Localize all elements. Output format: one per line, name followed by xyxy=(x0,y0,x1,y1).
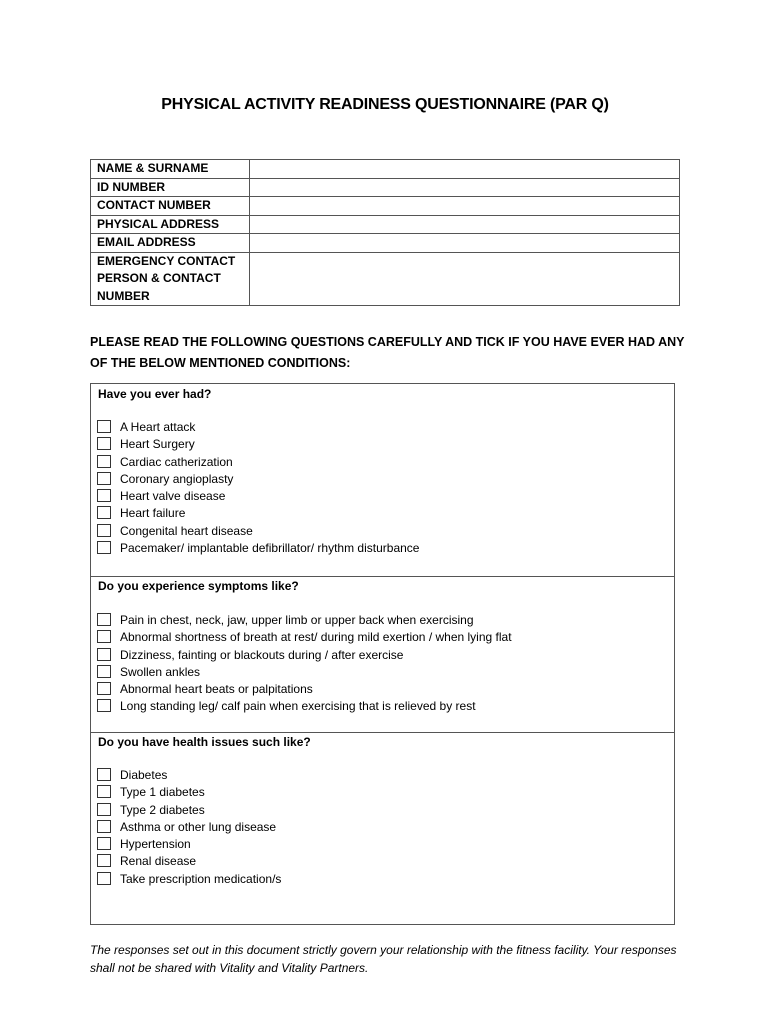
option-label: Take prescription medication/s xyxy=(120,871,282,886)
contact-number-field[interactable] xyxy=(250,197,680,216)
list-item[interactable] xyxy=(97,454,419,471)
personal-info-table xyxy=(90,159,680,306)
table-row xyxy=(91,252,680,306)
list-item[interactable] xyxy=(97,419,419,436)
list-item[interactable] xyxy=(97,540,419,557)
emergency-contact-label: EMERGENCY CONTACT PERSON & CONTACT NUMBER xyxy=(91,252,250,306)
table-row xyxy=(91,160,680,179)
section-heart-history xyxy=(91,384,674,576)
checkbox[interactable] xyxy=(97,803,111,816)
option-label: Long standing leg/ calf pain when exercising that is relieved by rest xyxy=(120,699,476,714)
option-label: Heart Surgery xyxy=(120,437,195,452)
table-row xyxy=(91,234,680,253)
checkbox[interactable] xyxy=(97,437,111,450)
option-label: Hypertension xyxy=(120,837,191,852)
list-item[interactable] xyxy=(97,647,512,664)
list-item[interactable] xyxy=(97,871,281,888)
list-item[interactable] xyxy=(97,612,512,629)
contact-number-label: CONTACT NUMBER xyxy=(91,197,250,216)
list-item[interactable] xyxy=(97,698,512,715)
list-item[interactable] xyxy=(97,471,419,488)
table-row xyxy=(91,197,680,216)
checkbox[interactable] xyxy=(97,872,111,885)
option-label: Type 2 diabetes xyxy=(120,802,205,817)
section-heading: Do you experience symptoms like? xyxy=(98,579,299,593)
option-label: Cardiac catherization xyxy=(120,454,233,469)
name-surname-field[interactable] xyxy=(250,160,680,179)
table-row xyxy=(91,215,680,234)
checkbox[interactable] xyxy=(97,785,111,798)
list-item[interactable] xyxy=(97,819,281,836)
checkbox[interactable] xyxy=(97,837,111,850)
option-label: A Heart attack xyxy=(120,420,196,434)
checkbox[interactable] xyxy=(97,489,111,502)
checkbox[interactable] xyxy=(97,613,111,626)
list-item[interactable] xyxy=(97,853,281,870)
option-label: Heart valve disease xyxy=(120,489,226,504)
questionnaire-box xyxy=(90,383,675,925)
checkbox[interactable] xyxy=(97,506,111,519)
checkbox[interactable] xyxy=(97,524,111,537)
list-item[interactable] xyxy=(97,767,281,784)
physical-address-field[interactable] xyxy=(250,215,680,234)
checkbox[interactable] xyxy=(97,820,111,833)
option-label: Swollen ankles xyxy=(120,664,201,679)
checkbox[interactable] xyxy=(97,768,111,781)
list-item[interactable] xyxy=(97,802,281,819)
checkbox[interactable] xyxy=(97,665,111,678)
name-surname-label: NAME & SURNAME xyxy=(91,160,250,179)
list-item[interactable] xyxy=(97,436,419,453)
section-heading: Do you have health issues such like? xyxy=(98,735,311,749)
email-address-label: EMAIL ADDRESS xyxy=(91,234,250,253)
checkbox[interactable] xyxy=(97,455,111,468)
option-label: Abnormal shortness of breath at rest/ during mild exertion / when lying flat xyxy=(120,630,512,645)
id-number-label: ID NUMBER xyxy=(91,178,250,197)
list-item[interactable] xyxy=(97,488,419,505)
checkbox[interactable] xyxy=(97,541,111,554)
option-label: Type 1 diabetes xyxy=(120,785,205,800)
list-item[interactable] xyxy=(97,629,512,646)
option-list xyxy=(97,767,281,888)
option-label: Congenital heart disease xyxy=(120,523,253,538)
option-label: Renal disease xyxy=(120,854,197,869)
instruction-text: PLEASE READ THE FOLLOWING QUESTIONS CAREFULLY AND TICK IF YOU HAVE EVER HAD ANY OF THE BELOW MENTIONED CONDITIONS: xyxy=(90,335,685,370)
list-item[interactable] xyxy=(97,784,281,801)
list-item[interactable] xyxy=(97,836,281,853)
option-label: Pain in chest, neck, jaw, upper limb or upper back when exercising xyxy=(120,613,474,627)
option-label: Coronary angioplasty xyxy=(120,471,234,486)
list-item[interactable] xyxy=(97,505,419,522)
checkbox[interactable] xyxy=(97,682,111,695)
table-row xyxy=(91,178,680,197)
option-label: Asthma or other lung disease xyxy=(120,819,277,834)
checkbox[interactable] xyxy=(97,648,111,661)
option-label: Dizziness, fainting or blackouts during / after exercise xyxy=(120,647,404,662)
section-symptoms xyxy=(91,576,674,733)
list-item[interactable] xyxy=(97,664,512,681)
option-label: Diabetes xyxy=(120,768,168,782)
emergency-contact-field[interactable] xyxy=(250,252,680,306)
section-heading: Have you ever had? xyxy=(98,387,212,401)
disclaimer-text: The responses set out in this document strictly govern your relationship with the fitness facility. Your responses shall not be shared with Vitality and Vitality Partners. xyxy=(90,943,677,975)
option-label: Abnormal heart beats or palpitations xyxy=(120,682,313,697)
option-list xyxy=(97,612,512,716)
checkbox[interactable] xyxy=(97,420,111,433)
email-address-field[interactable] xyxy=(250,234,680,253)
checkbox[interactable] xyxy=(97,699,111,712)
option-label: Pacemaker/ implantable defibrillator/ rhythm disturbance xyxy=(120,541,420,556)
physical-address-label: PHYSICAL ADDRESS xyxy=(91,215,250,234)
page-title: PHYSICAL ACTIVITY READINESS QUESTIONNAIRE (PAR Q) xyxy=(161,96,609,113)
list-item[interactable] xyxy=(97,523,419,540)
section-health-issues xyxy=(91,732,674,925)
id-number-field[interactable] xyxy=(250,178,680,197)
option-label: Heart failure xyxy=(120,506,186,521)
list-item[interactable] xyxy=(97,681,512,698)
option-list xyxy=(97,419,419,557)
checkbox[interactable] xyxy=(97,630,111,643)
checkbox[interactable] xyxy=(97,472,111,485)
checkbox[interactable] xyxy=(97,854,111,867)
